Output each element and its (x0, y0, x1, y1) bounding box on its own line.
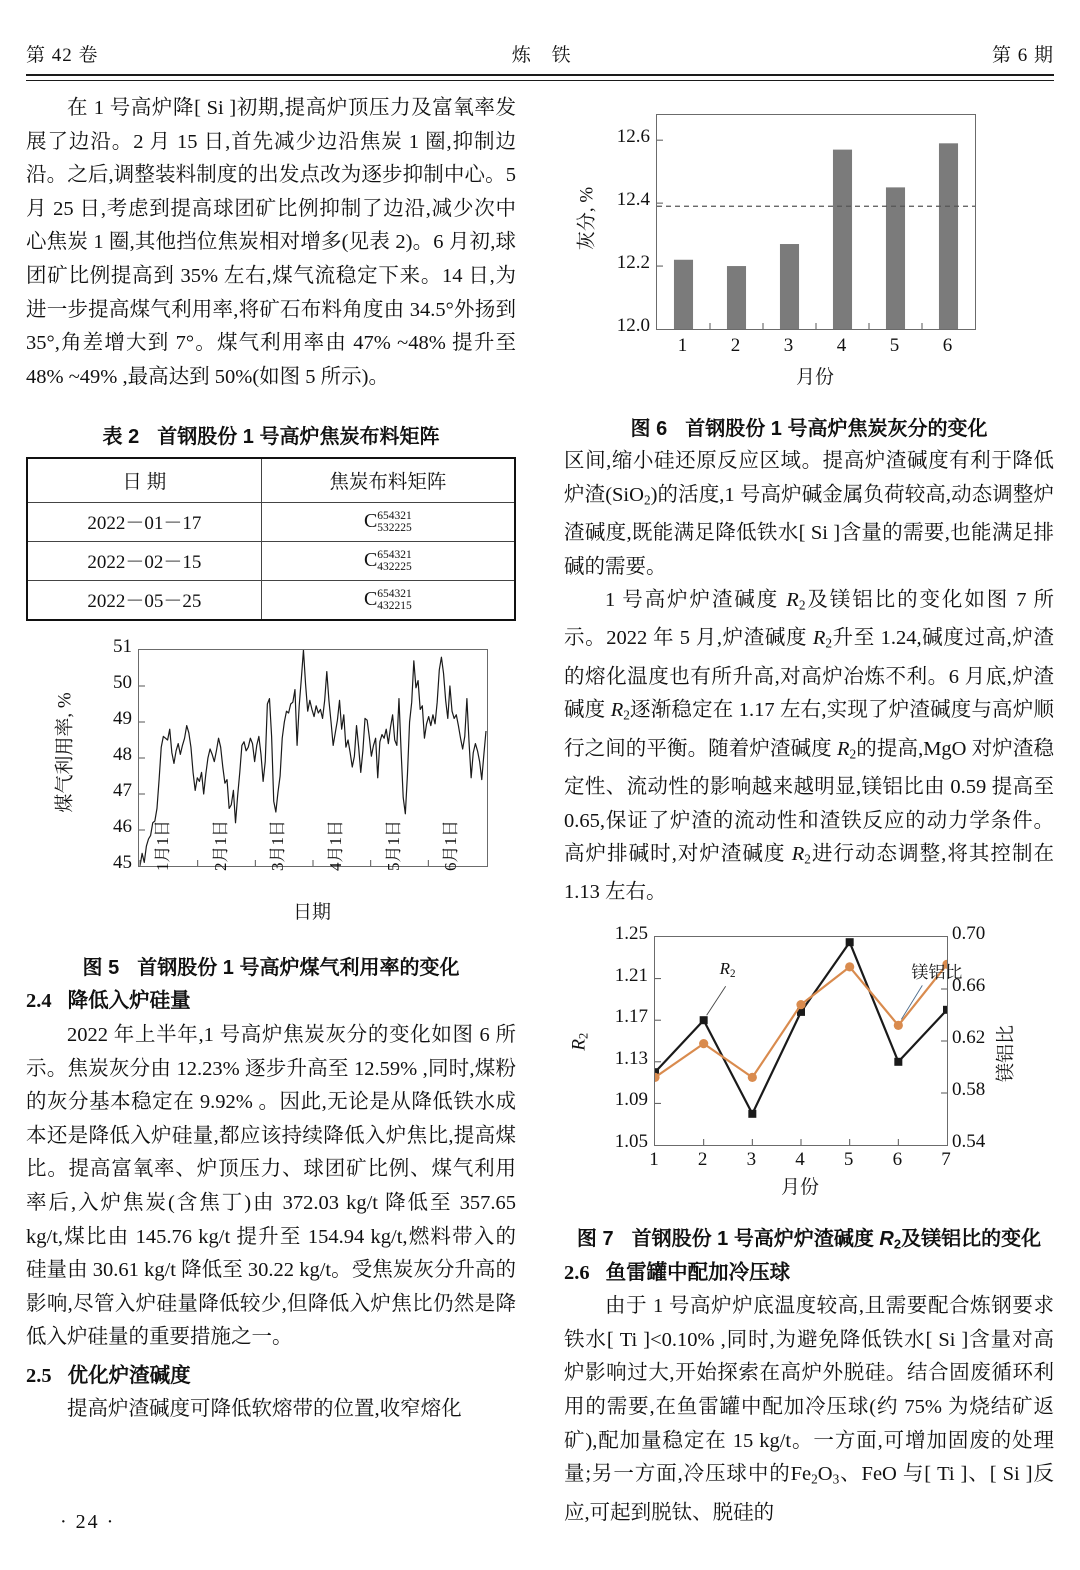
table-header-date: 日 期 (27, 458, 261, 503)
figure6-caption (564, 412, 1054, 441)
figure7-left-y-tick: 1.25 (614, 923, 648, 945)
table-cell-date: 2022－01－17 (27, 503, 261, 542)
figure7-marker-square (700, 1016, 708, 1024)
figure7-marker-square (748, 1110, 756, 1118)
r2-subscript-2: 2 (825, 636, 833, 652)
figure7-marker-circle (748, 1073, 757, 1082)
r2-symbol-4: R (837, 737, 850, 760)
running-head (26, 36, 1054, 70)
figure5-y-axis-label: 煤气利用率, % (54, 692, 76, 814)
figure5-x-tick: 3月1日 (268, 820, 288, 872)
table-cell-matrix: C 654321 432225 (261, 542, 515, 581)
figure7-marker-circle (845, 962, 854, 971)
figure6-caption-label: 图 6 (630, 418, 668, 440)
right-para3-part-b: O (817, 1463, 833, 1486)
table-header-row (27, 458, 515, 503)
section-2-6-heading (564, 1256, 1054, 1291)
left-paragraph-2: 2022 年上半年,1 号高炉焦炭灰分的变化如图 6 所示。焦炭灰分由 12.23% 逐步升高至 12.59% ,同时,煤粉的灰分基本稳定在 9.92% 。因此,无论是从降低铁水成本还是降低入炉硅量,都应该持续降低入炉焦比,提高煤比。提高富氧率、炉顶压力、球团矿比例、煤气利用率后,入炉焦炭(含焦丁)由 372.03 kg/t 降低至 357.65 kg/t,煤比由 145.76 kg/t 提升至 154.94 kg/t,燃料带入的硅量由 30.61 kg/t 降低至 30.22 kg/t。受焦炭灰分升高的影响,尽管入炉硅量降低较少,但降低入炉焦比仍然是降低入炉硅量的重要措施之一。 (26, 1023, 516, 1349)
figure7-x-tick: 4 (795, 1149, 805, 1171)
fe2o3-sub-1: 2 (811, 1471, 818, 1487)
figure6-x-tick: 2 (730, 335, 741, 356)
figure7-x-tick: 3 (746, 1149, 757, 1171)
left-paragraph-3: 提高炉渣碱度可降低软熔带的位置,收窄熔化 (67, 1398, 462, 1421)
right-para2-part-b: 及镁铝比的变化如图 7 所示。2022 年 5 月,炉渣碱度 (564, 589, 1055, 650)
right-para2-part-d: 逐渐稳定在 1.17 左右,实现了炉渣碱度与高炉顺行之间的平衡。随着炉渣碱度 (564, 699, 1055, 760)
figure7-marker-circle (894, 1021, 903, 1030)
figure5-y-tick: 47 (113, 780, 132, 802)
r2-subscript-5: 2 (804, 851, 811, 867)
figure6-caption-title: 首钢股份 1 号高炉焦炭灰分的变化 (685, 418, 988, 440)
section-2-5-number: 2.5 (26, 1364, 52, 1387)
right-paragraph-2 (564, 584, 1054, 910)
figure5-data-line (140, 650, 486, 866)
chart-plot (657, 115, 975, 329)
figure7-left-y-tick: 1.17 (614, 1006, 648, 1028)
figure6-x-tick: 5 (889, 335, 900, 356)
figure6-bar (674, 260, 693, 329)
left-paragraph-1: 在 1 号高炉降[ Si ]初期,提高炉顶压力及富氧率发展了边沿。2 月 15 日,首先减少边沿焦炭 1 圈,抑制边沿。之后,调整装料制度的出发点改为逐步抑制中心。5 月 25 日,考虑到提高球团矿比例抑制了边沿,减少次中心焦炭 1 圈,其他挡位焦炭相对增多(见表 2)。6 月初,球团矿比例提高到 35% 左右,煤气流稳定下来。14 日,为进一步提高煤气利用率,将矿石布料角度由 34.5°外扬到 35°,角差增大到 7°。煤气利用率由 47% ~48% 提升至 48% ~49% ,最高达到 50%(如图 5 所示)。 (26, 97, 516, 388)
sio2-subscript: 2 (643, 492, 651, 508)
table2-caption (26, 420, 516, 449)
page-number: · 24 · (60, 1511, 116, 1533)
figure5-caption (26, 951, 516, 980)
figure6-x-tick: 4 (836, 335, 847, 356)
journal-title: 炼 铁 (511, 44, 579, 66)
figure7-right-y-tick: 0.70 (952, 923, 986, 945)
right-para2-part-a: 1 号高炉炉渣碱度 (605, 589, 787, 612)
figure6-bar (833, 150, 852, 329)
figure5-y-tick: 46 (113, 816, 132, 838)
table-row (27, 581, 515, 621)
figure7-marker-square (846, 938, 854, 946)
table-cell-date: 2022－05－25 (27, 581, 261, 621)
section-2-4-heading (26, 984, 516, 1019)
figure7-right-y-tick: 0.62 (952, 1027, 986, 1049)
right-para2-part-e: 的提高,MgO 对炉渣稳定性、流动性的影响越来越明显,镁铝比由 0.59 提高至 0.65,保证了炉渣的流动性和渣铁反应的动力学条件。高炉排碱时,对炉渣碱度 (564, 737, 1054, 866)
figure7-right-y-tick: 0.66 (952, 975, 986, 997)
header-rule (26, 74, 1054, 81)
r2-subscript-4: 2 (849, 746, 857, 762)
r2-subscript-1: 2 (798, 597, 806, 613)
section-2-6-title: 鱼雷罐中配加冷压球 (605, 1260, 791, 1284)
figure6-x-tick: 6 (942, 335, 953, 356)
figure6-y-axis-label: 灰分, % (576, 186, 598, 251)
figure7-caption-r2: R (879, 1228, 894, 1251)
r2-symbol-2: R (812, 627, 826, 650)
r2-subscript-3: 2 (623, 708, 630, 724)
figure6-x-tick: 1 (677, 335, 688, 356)
figure5-x-tick: 1月1日 (153, 820, 172, 872)
figure7-left-y-tick: 1.05 (614, 1131, 648, 1153)
figure7-annotation-r2: $R_2$ (719, 959, 736, 981)
figure5-caption-label: 图 5 (82, 957, 120, 980)
right-para2-part-f: 进行动态调整,将其控制在 1.13 左右。 (564, 843, 1054, 904)
figure6-x-axis-title: 月份 (795, 367, 834, 388)
r2-symbol-1: R (786, 589, 799, 612)
table2-caption-label: 表 2 (102, 426, 140, 449)
figure7-marker-square (894, 1058, 902, 1066)
right-column (564, 92, 1054, 1530)
figure5-y-tick: 50 (113, 672, 132, 694)
table-header-matrix: 焦炭布料矩阵 (261, 458, 515, 503)
right-para1-part-b: )的活度,1 号高炉碱金属负荷较高,动态调整炉渣碱度,既能满足降低铁水[ Si ]含量的需要,也能满足排碱的需要。 (564, 483, 1055, 578)
table2-caption-title: 首钢股份 1 号高炉焦炭布料矩阵 (157, 426, 440, 449)
section-2-5-heading (26, 1359, 516, 1394)
figure5-y-tick: 49 (113, 708, 132, 730)
figure5-x-tick: 6月1日 (441, 820, 461, 872)
figure7-caption-title-b: 及镁铝比的变化 (901, 1228, 1042, 1251)
fe2o3-sub-2: 3 (832, 1471, 840, 1487)
figure5-x-tick: 5月1日 (383, 820, 403, 872)
section-2-6-number: 2.6 (564, 1261, 590, 1284)
figure7-x-tick: 1 (649, 1149, 659, 1171)
figure6-bar (939, 143, 958, 329)
figure6-y-tick: 12.4 (616, 189, 650, 211)
figure7-x-axis-title: 月份 (780, 1177, 819, 1199)
figure7-caption-r2-sub: 2 (893, 1236, 902, 1252)
issue-label: 第 6 期 (991, 44, 1054, 66)
figure7-caption (564, 1222, 1054, 1252)
figure6-y-tick: 12.0 (616, 315, 650, 336)
volume-label: 第 42 卷 (26, 44, 99, 66)
figure6-y-tick: 12.6 (616, 126, 650, 148)
coke-distribution-matrix-table (26, 457, 516, 621)
figure7-left-y-tick: 1.21 (614, 964, 648, 986)
chart-plot (139, 650, 487, 866)
figure6-chart (564, 100, 1014, 400)
figure5-x-axis-title: 日期 (292, 902, 331, 924)
figure6-bar (886, 187, 905, 329)
chart-plot (655, 937, 947, 1145)
figure7-x-tick: 5 (843, 1149, 854, 1171)
section-2-4-number: 2.4 (26, 990, 52, 1013)
right-para3-part-c: 、FeO 与[ Ti ]、[ Si ]反应,可起到脱钛、脱硅的 (564, 1463, 1054, 1524)
section-2-4-title: 降低入炉硅量 (67, 989, 191, 1013)
right-para1-part-a: 区间,缩小硅还原反应区域。提高炉渣碱度有利于降低炉渣(SiO (564, 450, 1054, 506)
r2-symbol-5: R (791, 843, 805, 866)
figure7-x-tick: 6 (892, 1149, 903, 1171)
figure7-annotation-mgal: 镁铝比 (911, 963, 963, 983)
figure7-left-y-axis-label: $R_2$ (568, 1032, 591, 1051)
right-para3-part-a: 由于 1 号高炉炉底温度较高,且需要配合炼钢要求铁水[ Ti ]<0.10% ,同时,为避免降低铁水[ Si ]含量对高炉影响过大,开始探索在高炉外脱硅。结合固废循环利用的需要,在鱼雷罐中配加冷压球(约 75% 为烧结矿返矿),配加量稳定在 15 kg/t。一方面,可增加固废的处理量;另一方面,冷压球中的Fe (564, 1295, 1054, 1486)
table-row (27, 542, 515, 581)
figure7-caption-title-a: 首钢股份 1 号高炉炉渣碱度 (631, 1228, 880, 1251)
figure7-chart (564, 920, 1034, 1210)
figure7-right-y-tick: 0.54 (952, 1131, 986, 1153)
figure7-line-r2 (655, 942, 947, 1114)
figure7-caption-label: 图 7 (576, 1228, 614, 1251)
figure7-x-tick: 7 (941, 1149, 951, 1171)
table-cell-matrix: C 654321 532225 (261, 503, 515, 542)
section-2-5-title: 优化炉渣碱度 (67, 1363, 191, 1387)
right-paragraph-3 (564, 1290, 1054, 1530)
figure5-y-tick: 51 (113, 636, 132, 658)
left-column (26, 92, 516, 1427)
figure5-y-tick: 45 (113, 852, 132, 874)
right-paragraph-1 (564, 445, 1054, 584)
figure7-marker-square (943, 1006, 947, 1014)
figure5-x-tick: 4月1日 (326, 820, 345, 872)
figure6-bar (780, 244, 799, 329)
table-cell-matrix: C 654321 432215 (261, 581, 515, 621)
figure5-x-tick: 2月1日 (210, 820, 230, 872)
table-cell-date: 2022－02－15 (27, 542, 261, 581)
figure7-marker-circle (796, 1000, 805, 1009)
figure7-marker-circle (699, 1039, 708, 1048)
right-para2-part-c: 升至 1.24,碱度过高,炉渣的熔化温度也有所升高,对高炉冶炼不利。6 月底,炉渣碱度 (564, 627, 1055, 722)
figure5-chart (26, 636, 516, 939)
figure7-left-y-tick: 1.13 (614, 1047, 648, 1069)
figure6-bar (727, 266, 746, 329)
figure5-caption-title: 首钢股份 1 号高炉煤气利用率的变化 (137, 957, 460, 980)
r2-symbol-3: R (610, 699, 624, 722)
figure7-x-tick: 2 (697, 1149, 708, 1171)
figure7-left-y-tick: 1.09 (614, 1089, 648, 1111)
figure6-y-tick: 12.2 (616, 252, 650, 274)
table-row (27, 503, 515, 542)
figure7-right-y-axis-label: 镁铝比 (995, 1025, 1017, 1083)
figure5-y-tick: 48 (113, 744, 132, 766)
figure7-line-mgal (655, 964, 947, 1077)
figure6-x-tick: 3 (783, 335, 794, 356)
figure7-right-y-tick: 0.58 (952, 1079, 986, 1101)
